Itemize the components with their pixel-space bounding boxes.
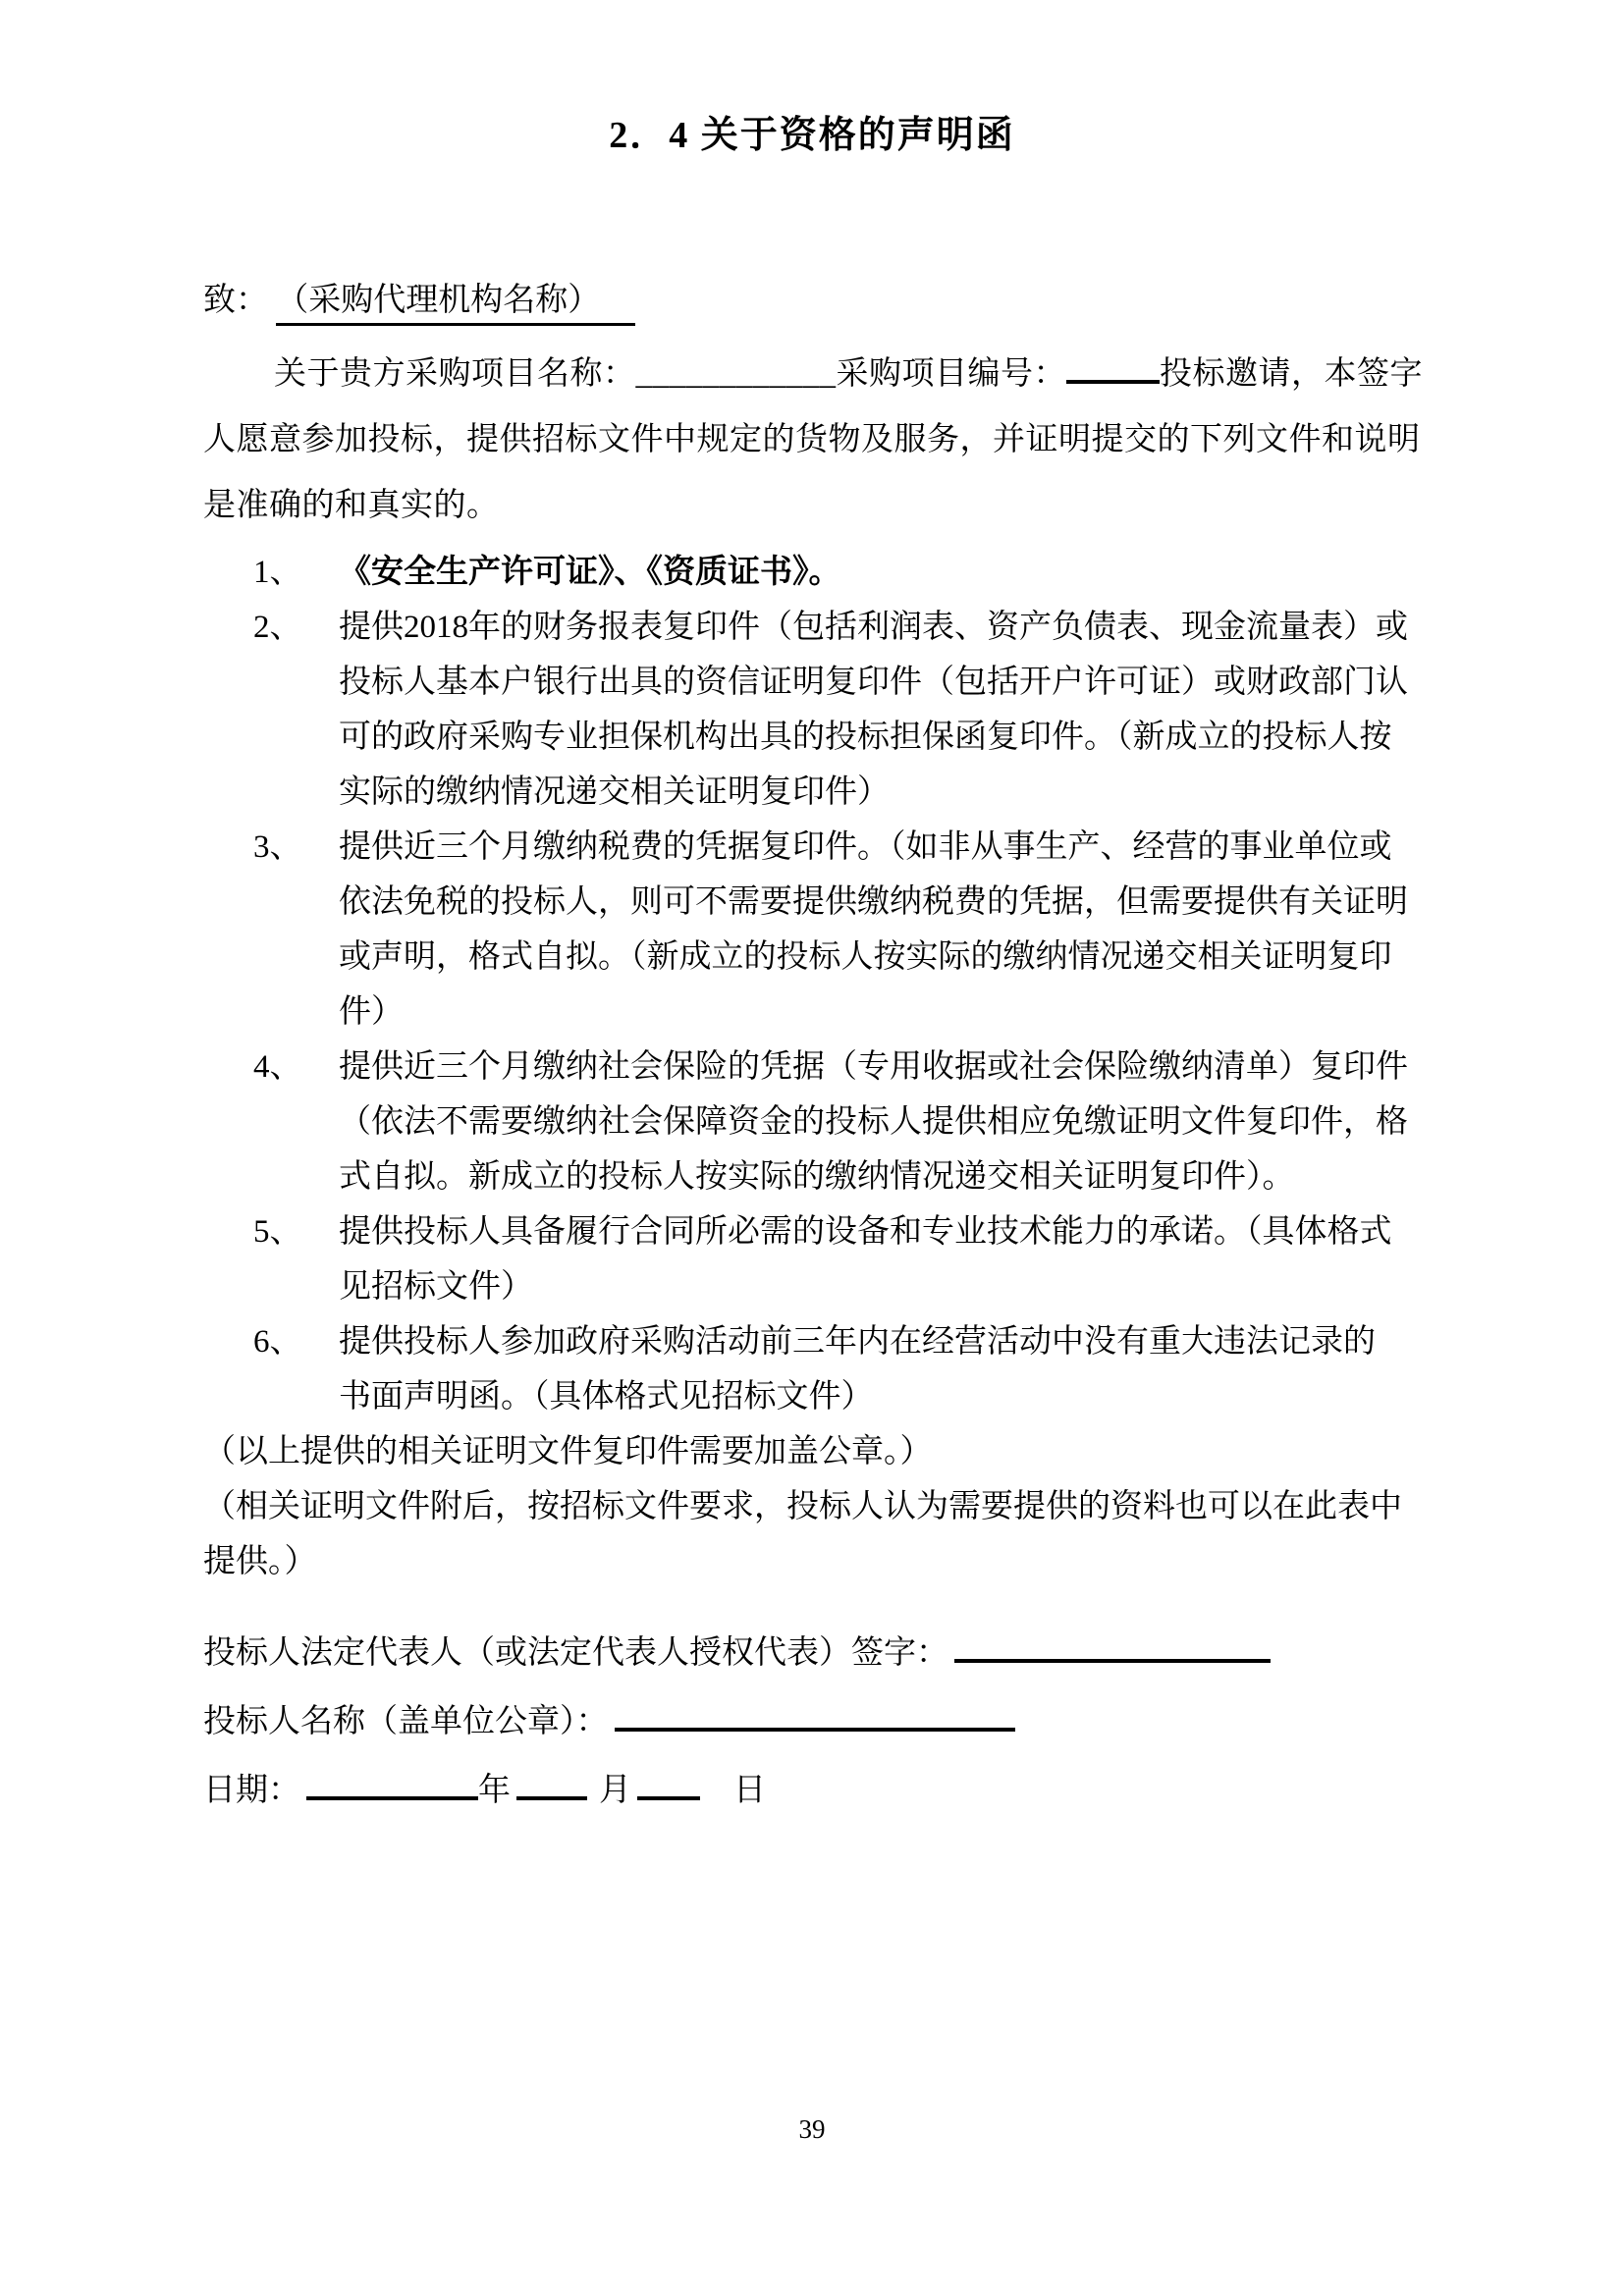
date-label: 日期：: [203, 1773, 300, 1808]
list-item-2: [203, 600, 1624, 820]
item-2-line: 投标人基本户银行出具的资信证明复印件（包括开户许可证）或财政部门认: [339, 665, 1408, 700]
recipient-underlined-blank: （采购代理机构名称）: [276, 283, 635, 326]
bidder-name-label: 投标人名称（盖单位公章）：: [203, 1704, 609, 1739]
item-1-number: 1、: [253, 555, 302, 590]
project-number-label: 采购项目编号：: [836, 356, 1066, 392]
salutation-line: [203, 275, 1624, 326]
item-5-line: 提供投标人具备履行合同所必需的设备和专业技术能力的承诺。（具体格式: [339, 1214, 1392, 1250]
item-3-number: 3、: [253, 829, 302, 865]
item-1-line: 《安全生产许可证》、《资质证书》。: [339, 555, 841, 590]
year-label: 年: [478, 1773, 511, 1808]
list-item-1: [203, 545, 1624, 600]
representative-sign-blank: [954, 1622, 1271, 1663]
list-item-6: [203, 1314, 1624, 1424]
item-3-line: 或声明，格式自拟。（新成立的投标人按实际的缴纳情况递交相关证明复印: [339, 939, 1392, 975]
item-2-number: 2、: [253, 610, 302, 645]
note-line-2: （相关证明文件附后，按招标文件要求，投标人认为需要提供的资料也可以在此表中: [203, 1489, 1402, 1524]
date-day-blank: [637, 1759, 700, 1800]
month-label: 月: [599, 1773, 631, 1808]
item-2-line: 实际的缴纳情况递交相关证明复印件）: [339, 774, 890, 810]
list-item-3: [203, 820, 1624, 1040]
numbered-list: [203, 545, 1624, 1424]
item-6-line: 书面声明函。（具体格式见招标文件）: [339, 1379, 874, 1415]
intro-line-1: [203, 342, 1624, 407]
closing-notes: [203, 1424, 1624, 1589]
list-item-4: [203, 1040, 1624, 1204]
intro-paragraph: [203, 342, 1624, 539]
note-line-1: （以上提供的相关证明文件复印件需要加盖公章。）: [203, 1434, 933, 1469]
project-number-blank: [1066, 347, 1160, 384]
signature-block: [203, 1619, 1624, 1825]
document-title: 2．4 关于资格的声明函: [609, 115, 1015, 156]
item-2-line: 提供2018年的财务报表复印件（包括利润表、资产负债表、现金流量表）或: [339, 610, 1408, 645]
day-label: 日: [733, 1773, 766, 1808]
date-line: [203, 1756, 1624, 1825]
item-6-number: 6、: [253, 1324, 302, 1360]
item-3-line: 依法免税的投标人，则可不需要提供缴纳税费的凭据，但需要提供有关证明: [339, 884, 1408, 920]
item-5-line: 见招标文件）: [339, 1269, 533, 1305]
bidder-name-blank: [615, 1690, 1015, 1732]
item-4-line: （依法不需要缴纳社会保障资金的投标人提供相应免缴证明文件复印件，格: [339, 1104, 1408, 1140]
item-4-line: 提供近三个月缴纳社会保险的凭据（专用收据或社会保险缴纳清单）复印件: [339, 1049, 1408, 1085]
note-line-3: 提供。）: [203, 1544, 317, 1579]
item-3-line: 件）: [339, 994, 404, 1030]
project-name-label: 关于贵方采购项目名称：: [274, 356, 636, 392]
item-3-line: 提供近三个月缴纳税费的凭据复印件。（如非从事生产、经营的事业单位或: [339, 829, 1392, 865]
bidder-name-line: [203, 1687, 1624, 1756]
intro-line-3: 是准确的和真实的。: [203, 488, 500, 523]
item-2-line: 可的政府采购专业担保机构出具的投标担保函复印件。（新成立的投标人按: [339, 720, 1392, 755]
intro-line-1-tail: 投标邀请，本签字: [1160, 356, 1423, 392]
page-number: 39: [798, 2114, 826, 2144]
list-item-5: [203, 1204, 1624, 1314]
intro-line-2: 人愿意参加投标，提供招标文件中规定的货物及服务，并证明提交的下列文件和说明: [203, 422, 1421, 457]
date-month-blank: [516, 1759, 587, 1800]
item-5-number: 5、: [253, 1214, 302, 1250]
representative-sign-label: 投标人法定代表人（或法定代表人授权代表）签字：: [203, 1635, 948, 1671]
item-4-line: 式自拟。新成立的投标人按实际的缴纳情况递交相关证明复印件）。: [339, 1159, 1295, 1195]
item-6-line: 提供投标人参加政府采购活动前三年内在经营活动中没有重大违法记录的: [339, 1324, 1376, 1360]
representative-sign-line: [203, 1619, 1624, 1687]
date-year-blank: [306, 1759, 478, 1800]
salutation-prefix: 致：: [203, 283, 268, 318]
project-name-blank: ____________: [635, 356, 837, 392]
item-4-number: 4、: [253, 1049, 302, 1085]
